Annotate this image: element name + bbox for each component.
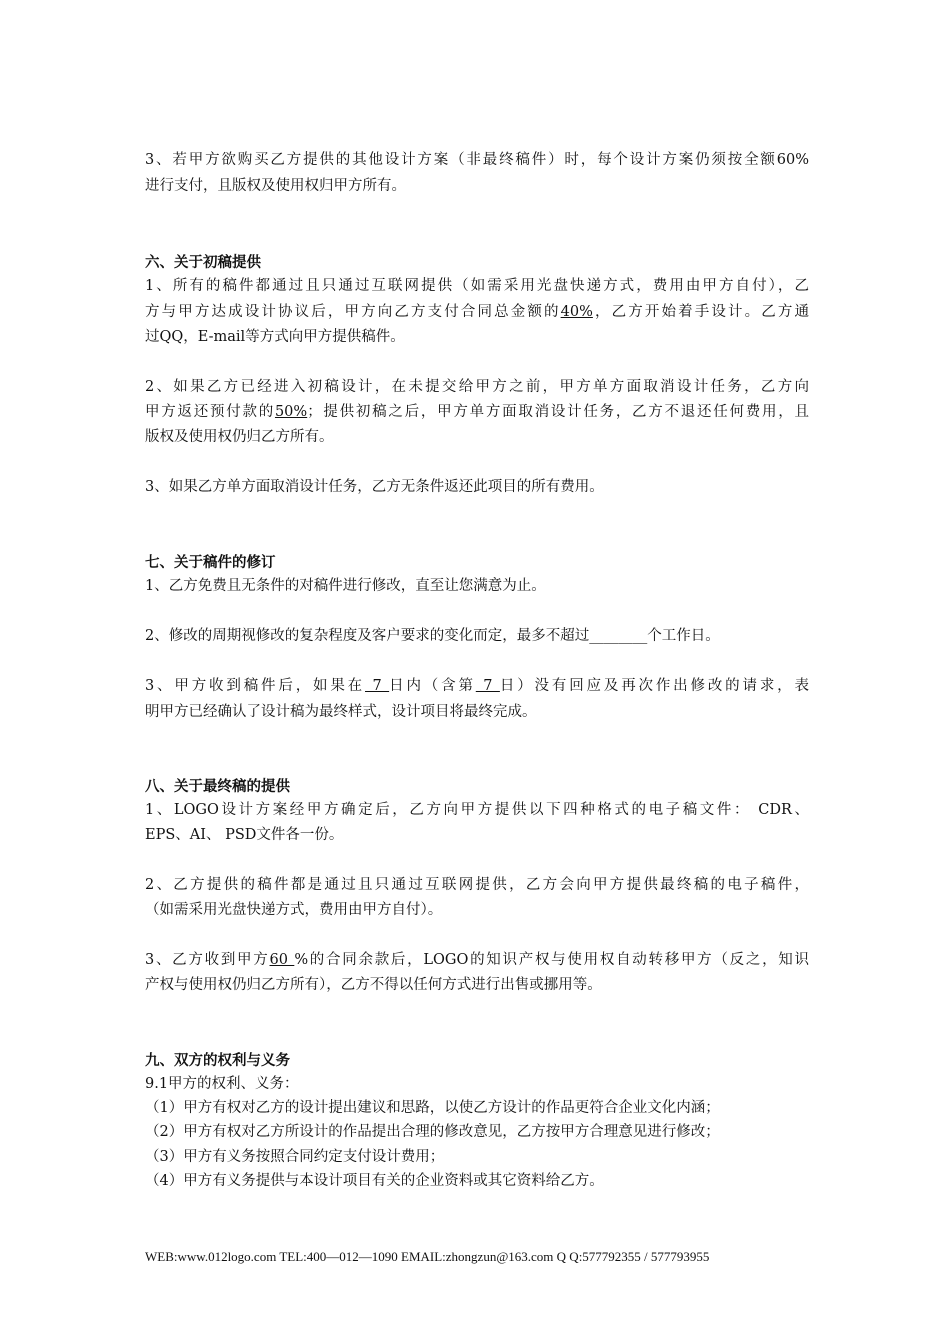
s8-p1-line1: 1、LOGO设计方案经甲方确定后，乙方向甲方提供以下四种格式的电子稿文件： CDR、	[145, 802, 809, 818]
s9-item: （3）甲方有义务按照合同约定支付设计费用；	[145, 1149, 445, 1165]
text-run: %的合同余款后，LOGO的知识产权与使用权自动转移甲方（反之，知识	[294, 952, 810, 968]
text-run: ，乙方开始着手设计。乙方通	[592, 304, 810, 320]
s5-p3-line1: 3、若甲方欲购买乙方提供的其他设计方案（非最终稿件）时，每个设计方案仍须按全额60%	[145, 152, 809, 168]
underlined-percent: 50%	[274, 404, 308, 420]
underlined-days: 7	[475, 678, 500, 694]
section-6-heading: 六、关于初稿提供	[145, 254, 261, 271]
section-9-heading: 九、双方的权利与义务	[145, 1052, 290, 1069]
s6-p2-line3: 版权及使用权仍归乙方所有。	[145, 429, 334, 445]
s6-p1-line3: 过QQ，E-mail等方式向甲方提供稿件。	[145, 329, 405, 345]
s7-p3-line1	[145, 676, 809, 696]
s7-p2-line1	[145, 626, 720, 646]
text-run: ；提供初稿之后，甲方单方面取消设计任务，乙方不退还任何费用，且	[307, 404, 809, 420]
text-run: 个工作日。	[647, 628, 720, 644]
s6-p1-line1: 1、所有的稿件都通过且只通过互联网提供（如需采用光盘快递方式，费用由甲方自付），乙	[145, 278, 809, 294]
s6-p3-line1: 3、如果乙方单方面取消设计任务，乙方无条件返还此项目的所有费用。	[145, 479, 604, 495]
section-8-heading: 八、关于最终稿的提供	[145, 778, 290, 795]
text-run: 方与甲方达成设计协议后，甲方向乙方支付合同总金额的	[145, 304, 561, 320]
text-run: 日）没有回应及再次作出修改的请求，表	[499, 678, 809, 694]
section-7-heading: 七、关于稿件的修订	[145, 554, 276, 571]
s8-p2-line1: 2、乙方提供的稿件都是通过且只通过互联网提供，乙方会向甲方提供最终稿的电子稿件，	[145, 877, 809, 893]
s7-p3-line2: 明甲方已经确认了设计稿为最终样式，设计项目将最终完成。	[145, 704, 537, 720]
s6-p2-line2	[145, 402, 809, 422]
s9-item: （4）甲方有义务提供与本设计项目有关的企业资料或其它资料给乙方。	[145, 1173, 604, 1189]
text-run: 2、修改的周期视修改的复杂程度及客户要求的变化而定，最多不超过	[145, 628, 590, 644]
s6-p2-line1: 2、如果乙方已经进入初稿设计，在未提交给甲方之前，甲方单方面取消设计任务，乙方向	[145, 379, 809, 395]
s8-p2-line2: （如需采用光盘快递方式，费用由甲方自付）。	[145, 902, 443, 918]
underlined-percent: 60	[269, 952, 295, 968]
text-run: 甲方返还预付款的	[145, 404, 275, 420]
underlined-percent: 40%	[560, 304, 593, 320]
text-run: 3、甲方收到稿件后，如果在	[145, 678, 366, 694]
s9-item: （2）甲方有权对乙方所设计的作品提出合理的修改意见，乙方按甲方合理意见进行修改；	[145, 1124, 720, 1140]
s9-item: （1）甲方有权对乙方的设计提出建议和思路，以使乙方设计的作品更符合企业文化内涵；	[145, 1100, 720, 1116]
text-run: 3、乙方收到甲方	[145, 952, 270, 968]
s8-p1-line2: EPS、AI、 PSD文件各一份。	[145, 827, 344, 843]
s8-p3-line1	[145, 950, 809, 970]
s9-subheading: 9.1甲方的权利、义务：	[145, 1076, 299, 1092]
underlined-days: 7	[365, 678, 390, 694]
s5-p3-line2: 进行支付，且版权及使用权归甲方所有。	[145, 178, 406, 194]
s6-p1-line2	[145, 302, 809, 322]
text-run: 日内（含第	[389, 678, 476, 694]
blank-days: ________	[589, 628, 648, 644]
s8-p3-line2: 产权与使用权仍归乙方所有），乙方不得以任何方式进行出售或挪用等。	[145, 977, 602, 993]
s7-p1-line1: 1、乙方免费且无条件的对稿件进行修改，直至让您满意为止。	[145, 578, 546, 594]
page-footer: WEB:www.012logo.com TEL:400—012—1090 EMAIL:zhongzun@163.com Q Q:577792355 / 577793955	[145, 1249, 710, 1264]
